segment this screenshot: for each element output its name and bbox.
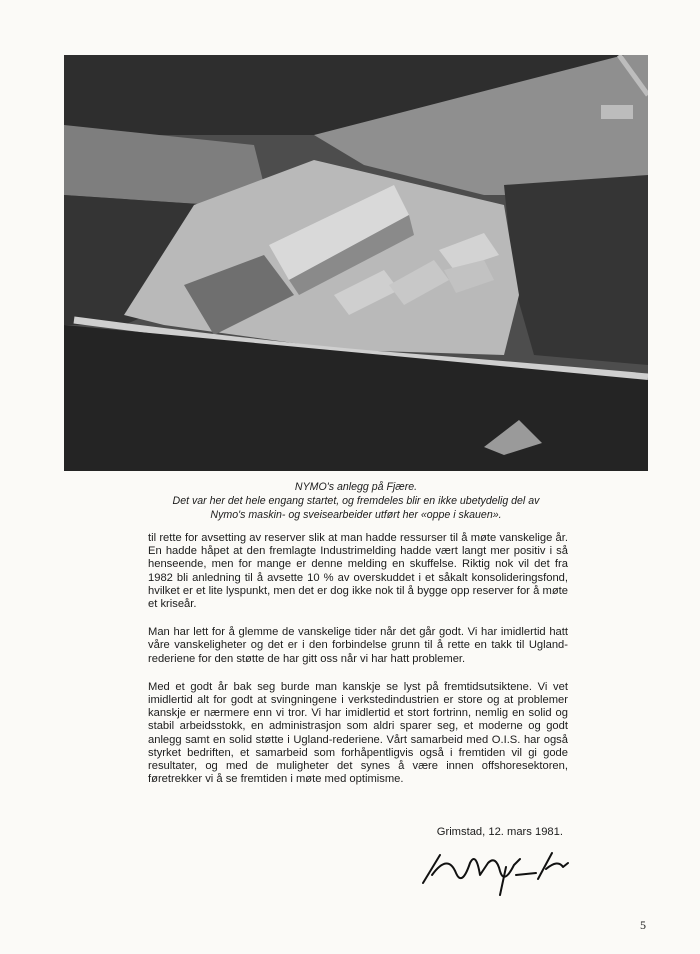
aerial-photo-industrial-site xyxy=(64,55,648,471)
place-and-date: Grimstad, 12. mars 1981. xyxy=(436,826,563,838)
article-body xyxy=(148,532,568,801)
caption-line: Det var her det hele engang startet, og fremdeles blir en ikke ubetydelig del av xyxy=(172,495,540,507)
paragraph: Man har lett for å glemme de vanskelige tider når det går godt. Vi har imidlertid hatt våre vanskeligheter og det er i den forbindelse grunn til å rette en takk til Ugland-rederiene for den støtte de har gitt oss når vi har hatt problemer. xyxy=(148,626,568,665)
handwritten-signature xyxy=(418,845,573,900)
photo-caption xyxy=(64,480,648,522)
caption-title: NYMO's anlegg på Fjære. xyxy=(294,481,418,493)
caption-line: Nymo's maskin- og sveisearbeider utført her «oppe i skauen». xyxy=(210,509,502,521)
paragraph: Med et godt år bak seg burde man kanskje se lyst på fremtidsutsiktene. Vi vet imidlertid alt for godt at svingningene i verkstedindustrien er store og at problemer kanskje er nærmere enn vi tror. Vi har imidlertid et stort fortrinn, nemlig en solid og stabil arbeidsstokk, en administrasjon som aldri sparer seg, et moderne og godt anlegg samt en solid støtte i Ugland-rederiene. Vårt samarbeid med O.I.S. har også styrket bedriften, et samarbeid som forhåpentligvis også i fremtiden vil gi gode resultater, og med de muligheter det synes å være innen offshoresektoren, føretrekker vi å se fremtiden i møte med optimisme. xyxy=(148,680,568,786)
page-number: 5 xyxy=(640,918,646,932)
paragraph: til rette for avsetting av reserver slik at man hadde ressurser til å møte vanskelige år. En hadde håpet at den fremlagte Industrimelding hadde vært langt mer positiv i så henseende, men for mange er denne melding en skuffelse. Riktig nok vil det fra 1982 bli anledning til å avsette 10 % av overskuddet i et såkalt konsolideringsfond, hvilket er et lite lyspunkt, men det er dog ikke nok til å bygge opp reserver for å møte et kriseår. xyxy=(148,532,568,611)
